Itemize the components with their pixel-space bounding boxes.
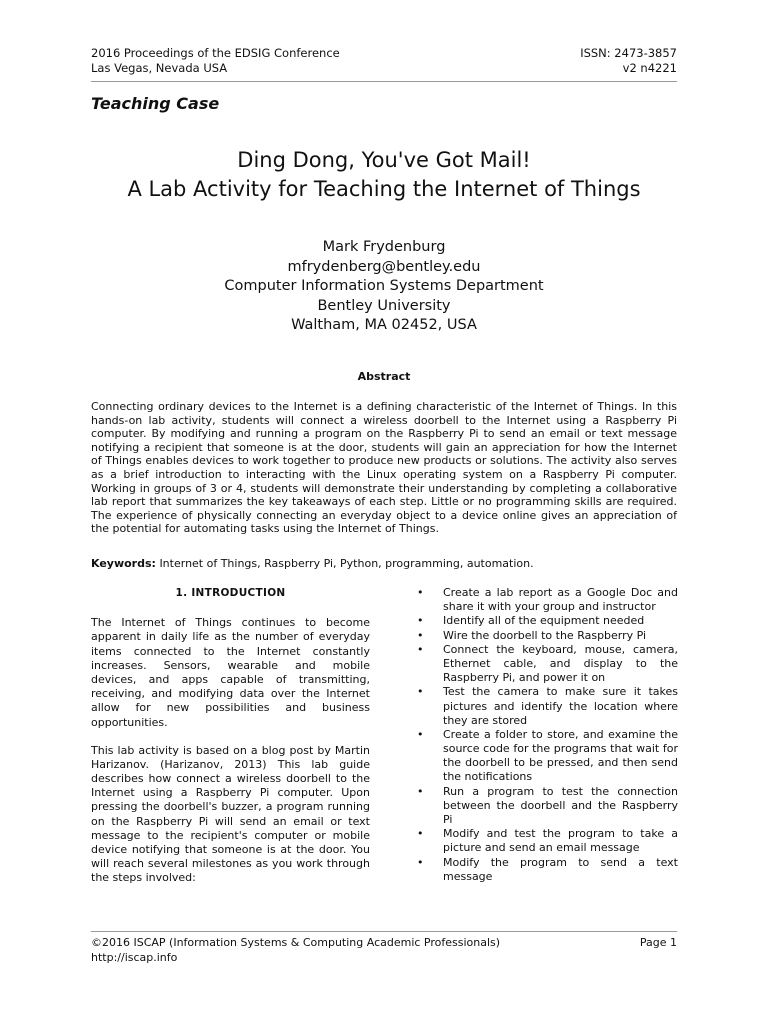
abstract-line: Working in groups of 3 or 4, students will demonstrate their understanding by completing a collaborative [91, 481, 677, 495]
milestone-line: the doorbell to be pressed, and then send [443, 756, 678, 770]
keywords [91, 557, 534, 570]
milestone-line: pictures and identify the location where [443, 699, 678, 713]
milestone-item [417, 827, 678, 855]
milestone-line: between the doorbell and the Raspberry [443, 798, 678, 812]
abstract-line: Connecting ordinary devices to the Internet is a defining characteristic of the Internet of Things. In this [91, 400, 677, 413]
bullet-icon: • [417, 614, 424, 628]
section-heading-introduction: 1. INTRODUCTION [175, 587, 286, 599]
milestone-line: Run a program to test the connection [443, 784, 678, 798]
paragraph-line: device notifying that someone is at the door. You [91, 843, 370, 857]
paragraph-line: Harizanov. (Harizanov, 2013) This lab guide [91, 757, 370, 771]
conference-name: 2016 Proceedings of the EDSIG Conference [91, 46, 340, 60]
milestone-line: Create a lab report as a Google Doc and [443, 586, 678, 599]
paragraph-line: will reach several milestones as you work through [91, 857, 370, 871]
conference-location: Las Vegas, Nevada USA [91, 61, 228, 75]
abstract-heading: Abstract [357, 370, 411, 383]
milestone-line: they are stored [443, 713, 528, 727]
milestone-line: Identify all of the equipment needed [443, 614, 645, 628]
paragraph-line: opportunities. [91, 715, 168, 729]
paragraph-line: increases. Sensors, wearable and mobile [91, 658, 370, 672]
paragraph-line: message to the recipient's computer or mobile [91, 828, 370, 842]
milestone-item [417, 643, 678, 686]
paragraph-line: allow for new possibilities and business [91, 701, 370, 715]
title-line-1: Ding Dong, You've Got Mail! [237, 148, 531, 172]
milestone-item [417, 685, 678, 728]
milestone-line: share it with your group and instructor [443, 600, 656, 614]
paragraph-line: Internet using a Raspberry Pi computer. Upon [91, 786, 370, 800]
author-email[interactable]: mfrydenberg@bentley.edu [287, 258, 481, 275]
abstract-line: computer. By modifying and running a program on the Raspberry Pi to send an email or text message [91, 427, 677, 441]
footer-rule [91, 931, 677, 932]
milestone-line: Connect the keyboard, mouse, camera, [443, 642, 678, 656]
bullet-icon: • [417, 642, 424, 656]
milestone-item [417, 728, 678, 785]
author-block [0, 238, 768, 336]
right-column [417, 586, 678, 884]
paragraph-line: devices, and apps capable of transmitting, [91, 672, 370, 686]
milestone-line: picture and send an email message [443, 841, 640, 855]
abstract-body [91, 400, 677, 536]
author-department: Computer Information Systems Department [224, 278, 544, 294]
bullet-icon: • [417, 727, 424, 741]
milestone-line: Test the camera to make sure it takes [443, 685, 678, 699]
footer-copyright: ©2016 ISCAP (Information Systems & Computing Academic Professionals) [91, 936, 501, 949]
milestone-line: message [443, 869, 493, 883]
abstract-line: hands-on lab activity, students will connect a wireless doorbell to the Internet using a Raspberry Pi [91, 413, 677, 427]
abstract-line: lab report that summarizes the key takeaways of each step. Little or no programming skills are required. [91, 495, 677, 509]
milestone-line: Wire the doorbell to the Raspberry Pi [443, 628, 647, 642]
author-university: Bentley University [317, 297, 451, 314]
paragraph-line: items connected to the Internet constantly [91, 644, 370, 658]
intro-paragraph-1 [91, 616, 370, 730]
author-address: Waltham, MA 02452, USA [291, 317, 477, 333]
page-number: Page 1 [639, 936, 677, 949]
paragraph-line: pressing the doorbell's buzzer, a program running [91, 800, 370, 814]
bullet-icon: • [417, 628, 424, 642]
abstract-line: notifying a recipient that someone is at the door, students will gain an appreciation for how the Internet [91, 440, 677, 454]
milestone-list [417, 586, 678, 884]
abstract-line: of Things enables devices to work together to produce new products or solutions. The activity also serves [91, 454, 677, 468]
milestone-line: Modify and test the program to take a [443, 827, 678, 841]
paper-title [0, 146, 768, 204]
milestone-line: Pi [443, 813, 453, 826]
abstract-line: the potential for automating tasks using the Internet of Things. [91, 522, 439, 536]
paragraph-line: This lab activity is based on a blog post by Martin [91, 743, 370, 757]
milestone-line: Ethernet cable, and display to the [443, 656, 678, 670]
case-type: Teaching Case [91, 94, 220, 113]
paragraph-line: apparent in daily life as the number of everyday [91, 630, 370, 644]
title-line-2: A Lab Activity for Teaching the Internet of Things [127, 177, 641, 201]
paragraph-line: describes how connect a wireless doorbell to the [91, 772, 370, 786]
bullet-icon: • [417, 827, 424, 841]
paragraph-line: receiving, and modifying data over the Internet [91, 687, 370, 701]
author-name: Mark Frydenburg [322, 239, 446, 255]
milestone-item [417, 856, 678, 884]
keywords-text: Internet of Things, Raspberry Pi, Python, programming, automation. [159, 557, 534, 570]
intro-paragraph-2 [91, 744, 370, 886]
issn: ISSN: 2473-3857 [580, 46, 677, 60]
milestone-item [417, 629, 678, 643]
milestone-line: Raspberry Pi, and power it on [443, 671, 606, 685]
abstract-line: as a brief introduction to interacting with the Linux operating system on a Raspberry Pi computer. [91, 467, 677, 481]
keywords-label: Keywords: [91, 557, 156, 570]
milestone-line: source code for the programs that wait for [443, 742, 678, 756]
paragraph-line: The Internet of Things continues to become [91, 616, 370, 630]
paragraph-line: on the Raspberry Pi will send an email or text [91, 814, 370, 828]
milestone-line: Create a folder to store, and examine the [443, 727, 678, 741]
milestone-line: the notifications [443, 770, 533, 784]
footer-url[interactable]: http://iscap.info [91, 950, 178, 964]
milestone-item [417, 785, 678, 828]
abstract-line: The experience of physically connecting an everyday object to a device online gives an appreciation of [91, 508, 677, 522]
volume-issue: v2 n4221 [622, 61, 677, 75]
milestone-line: Modify the program to send a text [443, 855, 678, 869]
left-column [91, 586, 370, 900]
bullet-icon: • [417, 855, 424, 869]
bullet-icon: • [417, 586, 424, 599]
paragraph-line: the steps involved: [91, 871, 196, 885]
header-rule [91, 81, 677, 82]
milestone-item [417, 586, 678, 614]
milestone-item [417, 614, 678, 628]
bullet-icon: • [417, 784, 424, 798]
bullet-icon: • [417, 685, 424, 699]
